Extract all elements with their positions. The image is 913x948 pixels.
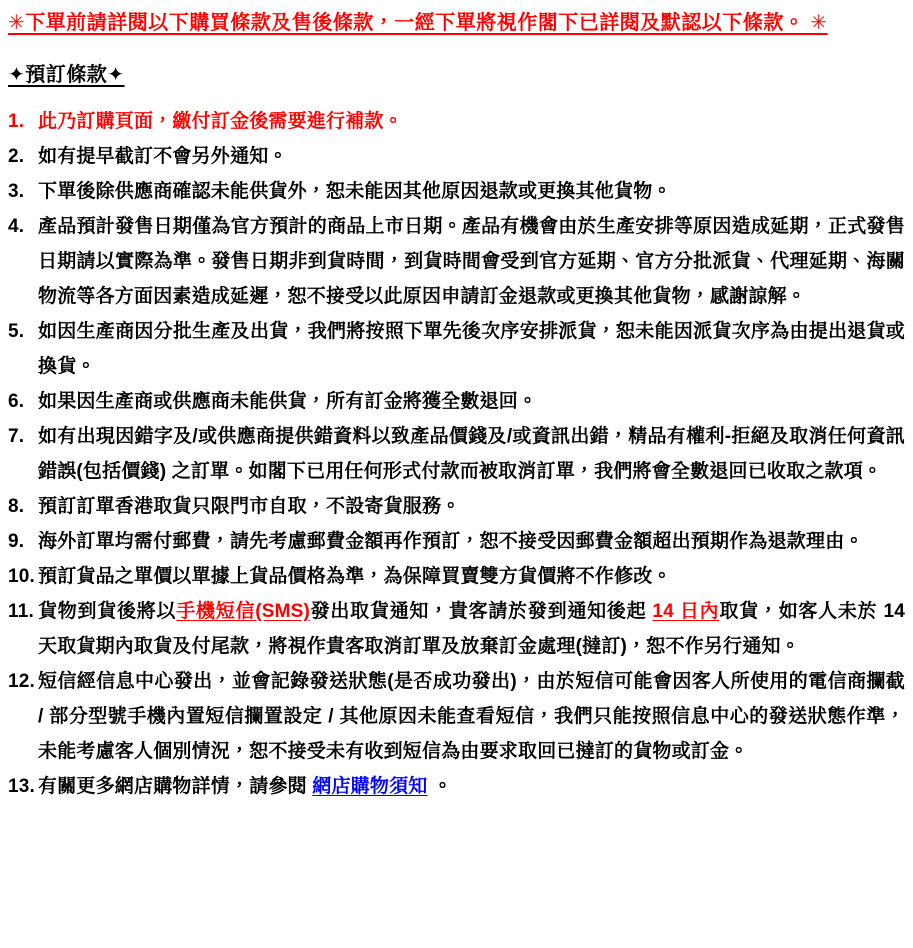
term-text-segment: 貨物到貨後將以 — [38, 601, 177, 622]
term-item — [8, 314, 905, 384]
term-item — [8, 594, 905, 664]
term-text — [38, 181, 672, 202]
term-item — [8, 104, 905, 139]
term-item — [8, 559, 905, 594]
term-text-segment: 手機短信(SMS) — [176, 601, 311, 622]
term-text — [38, 216, 905, 307]
term-item — [8, 664, 905, 769]
term-number: 10. — [8, 566, 36, 587]
term-text-segment: 有關更多網店購物詳情，請參閱 — [38, 776, 313, 797]
term-number: 2. — [8, 146, 25, 167]
term-text-segment: 預訂貨品之單價以單據上貨品價格為準，為保障買賣雙方貨價將不作修改。 — [38, 566, 672, 587]
term-number: 1. — [8, 111, 25, 132]
term-text-segment: 短信經信息中心發出，並會記錄發送狀態(是否成功發出)，由於短信可能會因客人所使用的電信商攔截 / 部分型號手機內置短信攔置設定 / 其他原因未能查看短信，我們只能按照信息中心的發送狀態作準，未能考慮客人個別情況，恕不接受未有收到短信為由要求取回已撻訂的貨物或訂金。 — [38, 671, 905, 762]
term-text-segment: 海外訂單均需付郵費，請先考慮郵費金額再作預訂，恕不接受因郵費金額超出預期作為退款理由。 — [38, 531, 864, 552]
term-text-segment: 。 — [427, 776, 453, 797]
term-text-segment: 如因生產商因分批生產及出貨，我們將按照下單先後次序安排派貨，恕未能因派貨次序為由提出退貨或換貨。 — [38, 321, 905, 377]
term-number: 7. — [8, 426, 25, 447]
term-number: 5. — [8, 321, 25, 342]
term-item — [8, 384, 905, 419]
term-text-segment: 發出取貨通知，貴客請於發到通知後起 — [310, 601, 653, 622]
term-item — [8, 489, 905, 524]
term-number: 4. — [8, 216, 25, 237]
term-item — [8, 524, 905, 559]
term-number: 3. — [8, 181, 25, 202]
term-text-segment: 此乃訂購頁面，繳付訂金後需要進行補款。 — [38, 111, 403, 132]
term-text — [38, 111, 403, 132]
term-text-segment: 預訂訂單香港取貨只限門市自取，不設寄貨服務。 — [38, 496, 461, 517]
term-number: 9. — [8, 531, 25, 552]
term-text — [38, 671, 905, 762]
term-item — [8, 769, 905, 804]
section-heading-preorder-terms: ✦預訂條款✦ — [8, 64, 125, 86]
term-text — [38, 146, 288, 167]
notice-banner: ✳下單前請詳閱以下購買條款及售後條款，一經下單將視作閣下已詳閱及默認以下條款。 ✳ — [8, 12, 828, 34]
term-text — [38, 391, 537, 412]
term-text-segment: 如有出現因錯字及/或供應商提供錯資料以致產品價錢及/或資訊出錯，精品有權利-拒絕及取消任何資訊錯誤(包括價錢) 之訂單。如閣下已用任何形式付款而被取消訂單，我們將會全數退回已收取之款項。 — [38, 426, 905, 482]
term-item — [8, 139, 905, 174]
term-text-segment: 下單後除供應商確認未能供貨外，恕未能因其他原因退款或更換其他貨物。 — [38, 181, 672, 202]
term-number: 13. — [8, 776, 36, 797]
term-item — [8, 174, 905, 209]
term-number: 12. — [8, 671, 36, 692]
term-item — [8, 209, 905, 314]
term-text-segment: 如果因生產商或供應商未能供貨，所有訂金將獲全數退回。 — [38, 391, 538, 412]
term-number: 6. — [8, 391, 25, 412]
term-text — [38, 776, 452, 797]
terms-list — [8, 104, 905, 804]
term-text — [38, 601, 905, 657]
term-text-segment: 如有提早截訂不會另外通知。 — [38, 146, 288, 167]
shop-guide-link[interactable]: 網店購物須知 — [312, 776, 428, 797]
term-text-segment: 取貨，如客人未於 14 天取貨期內取貨及付尾款，將視作貴客取消訂單及放棄訂金處理(撻訂)，恕不作另行通知。 — [38, 601, 905, 657]
term-text-segment: 產品預計發售日期僅為官方預計的商品上市日期。產品有機會由於生產安排等原因造成延期，正式發售日期請以實際為準。發售日期非到貨時間，到貨時間會受到官方延期、官方分批派貨、代理延期、海關物流等各方面因素造成延遲，恕不接受以此原因申請訂金退款或更換其他貨物，感謝諒解。 — [38, 216, 905, 307]
term-text-segment: 14 日內 — [652, 601, 720, 622]
term-text — [38, 321, 905, 377]
term-number: 11. — [8, 601, 34, 622]
term-text — [38, 566, 672, 587]
term-number: 8. — [8, 496, 25, 517]
term-item — [8, 419, 905, 489]
term-text — [38, 496, 460, 517]
term-text — [38, 531, 864, 552]
term-text — [38, 426, 905, 482]
